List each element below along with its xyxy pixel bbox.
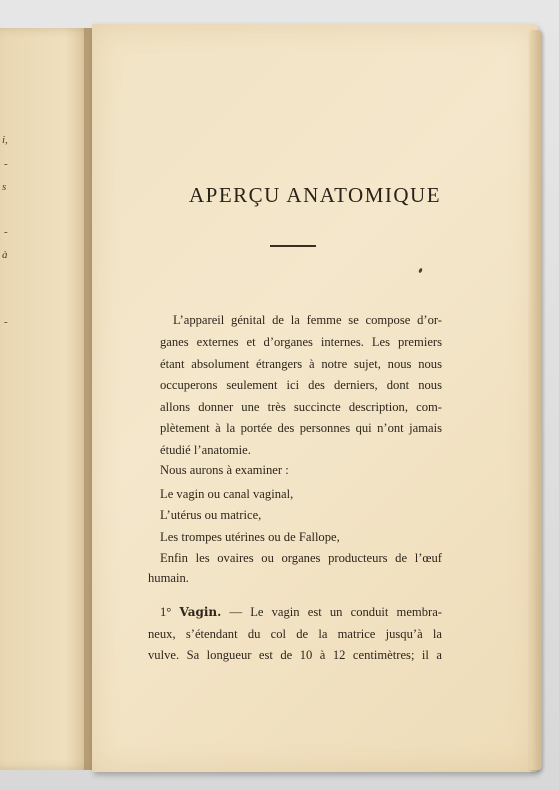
section-line: neux, s’étendant du col de la matrice jusqu’à la <box>148 627 442 641</box>
left-page-mark: - <box>4 158 8 170</box>
list-item-continuation: humain. <box>148 571 189 585</box>
intro-line: occuperons seulement ici des derniers, dont nous <box>160 378 442 392</box>
left-page-mark: - <box>4 226 8 238</box>
left-page <box>0 28 92 770</box>
left-page-mark: s <box>2 181 7 193</box>
list-item: Les trompes utérines ou de Fallope, <box>160 530 340 544</box>
title-rule <box>270 245 316 247</box>
left-page-mark: à <box>2 249 8 261</box>
section-first-line <box>160 602 442 624</box>
intro-line: étudié l’anatomie. <box>160 443 251 457</box>
page-edge <box>530 30 542 770</box>
intro-line: plètement à la portée des personnes qui n’ont jamais <box>160 421 442 435</box>
section-heading: Vagin. <box>179 605 222 619</box>
intro-line: ganes externes et d’organes internes. Les premiers <box>160 335 442 349</box>
section-line: vulve. Sa longueur est de 10 à 12 centimètres; il a <box>148 648 442 662</box>
intro-line: allons donner une très succincte description, com- <box>160 400 442 414</box>
examine-intro: Nous aurons à examiner : <box>160 463 289 477</box>
intro-line: étant absolument étrangers à notre sujet, nous nous <box>160 357 442 371</box>
page-title: APERÇU ANATOMIQUE <box>188 183 442 207</box>
intro-line: L’appareil génital de la femme se compose d’or- <box>173 313 442 327</box>
list-item: Enfin les ovaires ou organes producteurs de l’œuf <box>160 551 442 565</box>
list-item: Le vagin ou canal vaginal, <box>160 487 294 501</box>
left-page-mark: i, <box>2 134 8 146</box>
section-first-line-text: — Le vagin est un conduit membra- <box>221 605 442 619</box>
left-page-mark: - <box>4 316 8 328</box>
section-number: 1° <box>160 605 172 619</box>
list-item: L’utérus ou matrice, <box>160 508 262 522</box>
